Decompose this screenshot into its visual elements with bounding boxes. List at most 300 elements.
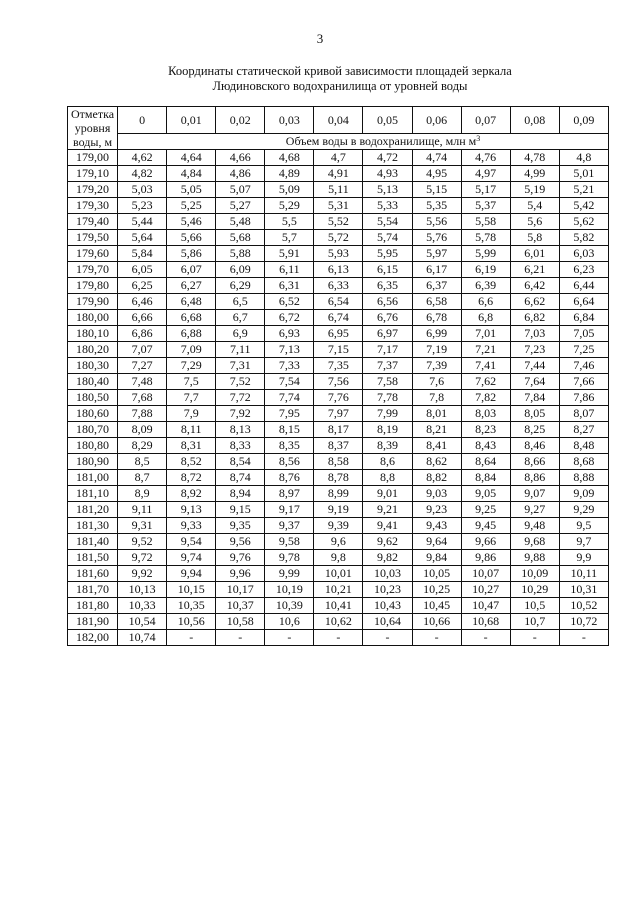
column-header: 0,05 [363, 107, 412, 134]
volume-cell: 4,95 [412, 166, 461, 182]
level-cell: 179,10 [68, 166, 118, 182]
volume-cell: 7,39 [412, 358, 461, 374]
table-row [68, 614, 609, 630]
volume-cell: 8,52 [167, 454, 216, 470]
volume-cell: 6,66 [118, 310, 167, 326]
document-title [0, 64, 640, 94]
volume-cell: 9,5 [559, 518, 608, 534]
volume-cell: 8,31 [167, 438, 216, 454]
volume-cell: 9,92 [118, 566, 167, 582]
level-cell: 181,40 [68, 534, 118, 550]
volume-cell: 9,37 [265, 518, 314, 534]
table-row [68, 230, 609, 246]
volume-cell: - [461, 630, 510, 646]
volume-cell: 7,86 [559, 390, 608, 406]
level-cell: 181,90 [68, 614, 118, 630]
volume-cell: - [363, 630, 412, 646]
level-cell: 181,50 [68, 550, 118, 566]
volume-cell: 7,88 [118, 406, 167, 422]
volume-cell: 6,42 [510, 278, 559, 294]
unit-label [118, 134, 609, 150]
volume-cell: 7,78 [363, 390, 412, 406]
volume-cell: 7,72 [216, 390, 265, 406]
volume-cell: 10,64 [363, 614, 412, 630]
volume-cell: 4,86 [216, 166, 265, 182]
level-cell: 180,10 [68, 326, 118, 342]
volume-cell: 7,11 [216, 342, 265, 358]
table-row [68, 422, 609, 438]
level-cell: 181,60 [68, 566, 118, 582]
volume-cell: 6,7 [216, 310, 265, 326]
volume-cell: 10,62 [314, 614, 363, 630]
volume-cell: - [510, 630, 559, 646]
table-row [68, 214, 609, 230]
volume-cell: 6,46 [118, 294, 167, 310]
volume-cell: 7,68 [118, 390, 167, 406]
volume-cell: 7,09 [167, 342, 216, 358]
level-cell: 181,80 [68, 598, 118, 614]
column-header: 0,01 [167, 107, 216, 134]
volume-cell: 6,86 [118, 326, 167, 342]
volume-cell: 5,78 [461, 230, 510, 246]
volume-cell: 7,48 [118, 374, 167, 390]
volume-cell: 7,46 [559, 358, 608, 374]
volume-cell: 6,78 [412, 310, 461, 326]
volume-cell: 9,01 [363, 486, 412, 502]
volume-cell: 8,66 [510, 454, 559, 470]
volume-cell: 9,58 [265, 534, 314, 550]
table-row [68, 198, 609, 214]
level-cell: 179,60 [68, 246, 118, 262]
volume-cell: 6,03 [559, 246, 608, 262]
volume-cell: 6,6 [461, 294, 510, 310]
level-cell: 180,90 [68, 454, 118, 470]
volume-cell: 8,48 [559, 438, 608, 454]
column-header: 0,09 [559, 107, 608, 134]
volume-cell: 5,21 [559, 182, 608, 198]
volume-cell: 9,23 [412, 502, 461, 518]
volume-cell: 7,8 [412, 390, 461, 406]
volume-cell: 7,62 [461, 374, 510, 390]
page-number: 3 [316, 31, 324, 46]
level-cell: 180,00 [68, 310, 118, 326]
volume-cell: 10,23 [363, 582, 412, 598]
level-cell: 179,50 [68, 230, 118, 246]
table-row [68, 166, 609, 182]
volume-cell: 5,74 [363, 230, 412, 246]
title-line-2: Людиновского водохранилища от уровней воды [212, 79, 468, 93]
table-row [68, 454, 609, 470]
volume-cell: 5,4 [510, 198, 559, 214]
volume-cell: 10,43 [363, 598, 412, 614]
volume-cell: 9,52 [118, 534, 167, 550]
volume-cell: 8,39 [363, 438, 412, 454]
volume-cell: 5,8 [510, 230, 559, 246]
volume-cell: 10,56 [167, 614, 216, 630]
volume-cell: 5,97 [412, 246, 461, 262]
volume-cell: 9,86 [461, 550, 510, 566]
level-header-line-2: уровня [74, 121, 111, 135]
volume-cell: 6,64 [559, 294, 608, 310]
level-cell: 179,40 [68, 214, 118, 230]
volume-cell: 9,21 [363, 502, 412, 518]
volume-cell: 5,7 [265, 230, 314, 246]
volume-cell: 8,25 [510, 422, 559, 438]
volume-cell: 7,23 [510, 342, 559, 358]
volume-cell: 6,39 [461, 278, 510, 294]
volume-cell: 8,94 [216, 486, 265, 502]
volume-cell: 6,88 [167, 326, 216, 342]
volume-cell: 4,62 [118, 150, 167, 166]
volume-cell: 6,37 [412, 278, 461, 294]
volume-cell: 7,99 [363, 406, 412, 422]
volume-cell: 9,8 [314, 550, 363, 566]
volume-cell: 10,09 [510, 566, 559, 582]
volume-cell: 6,25 [118, 278, 167, 294]
volume-cell: 8,78 [314, 470, 363, 486]
volume-cell: 6,9 [216, 326, 265, 342]
volume-cell: 9,7 [559, 534, 608, 550]
volume-cell: 5,42 [559, 198, 608, 214]
volume-cell: 4,7 [314, 150, 363, 166]
volume-cell: 9,78 [265, 550, 314, 566]
volume-cell: 10,5 [510, 598, 559, 614]
volume-cell: 8,35 [265, 438, 314, 454]
volume-cell: 7,7 [167, 390, 216, 406]
volume-cell: 7,15 [314, 342, 363, 358]
volume-cell: 9,56 [216, 534, 265, 550]
volume-cell: 5,5 [265, 214, 314, 230]
volume-cell: 7,17 [363, 342, 412, 358]
volume-cell: 9,11 [118, 502, 167, 518]
volume-cell: 4,78 [510, 150, 559, 166]
table-row [68, 518, 609, 534]
volume-cell: 8,82 [412, 470, 461, 486]
level-cell: 181,70 [68, 582, 118, 598]
volume-cell: 7,6 [412, 374, 461, 390]
volume-cell: 10,29 [510, 582, 559, 598]
table-row [68, 630, 609, 646]
column-header: 0,06 [412, 107, 461, 134]
volume-cell: 7,97 [314, 406, 363, 422]
volume-cell: 7,92 [216, 406, 265, 422]
volume-cell: 5,07 [216, 182, 265, 198]
volume-cell: 6,09 [216, 262, 265, 278]
volume-cell: 10,31 [559, 582, 608, 598]
volume-cell: 8,62 [412, 454, 461, 470]
volume-cell: 4,82 [118, 166, 167, 182]
volume-cell: 6,8 [461, 310, 510, 326]
volume-cell: 5,68 [216, 230, 265, 246]
volume-cell: 7,64 [510, 374, 559, 390]
volume-cell: 7,52 [216, 374, 265, 390]
level-cell: 179,70 [68, 262, 118, 278]
volume-cell: 7,82 [461, 390, 510, 406]
volume-cell: 10,74 [118, 630, 167, 646]
volume-cell: 6,01 [510, 246, 559, 262]
level-cell: 179,90 [68, 294, 118, 310]
volume-cell: 9,33 [167, 518, 216, 534]
volume-cell: 10,41 [314, 598, 363, 614]
volume-cell: 8,92 [167, 486, 216, 502]
table-row [68, 438, 609, 454]
table-row [68, 310, 609, 326]
volume-cell: 5,25 [167, 198, 216, 214]
volume-cell: 4,8 [559, 150, 608, 166]
volume-cell: 7,44 [510, 358, 559, 374]
volume-cell: 9,96 [216, 566, 265, 582]
volume-cell: 6,93 [265, 326, 314, 342]
volume-cell: 8,5 [118, 454, 167, 470]
volume-cell: 5,58 [461, 214, 510, 230]
volume-cell: 6,84 [559, 310, 608, 326]
volume-cell: 6,97 [363, 326, 412, 342]
level-cell: 179,30 [68, 198, 118, 214]
volume-cell: 5,23 [118, 198, 167, 214]
level-cell: 181,20 [68, 502, 118, 518]
volume-cell: 6,35 [363, 278, 412, 294]
level-cell: 180,70 [68, 422, 118, 438]
volume-cell: 8,09 [118, 422, 167, 438]
volume-cell: 5,6 [510, 214, 559, 230]
volume-cell: 8,74 [216, 470, 265, 486]
volume-cell: 7,13 [265, 342, 314, 358]
volume-cell: 7,9 [167, 406, 216, 422]
volume-cell: 9,05 [461, 486, 510, 502]
volume-cell: 8,64 [461, 454, 510, 470]
volume-cell: 6,82 [510, 310, 559, 326]
volume-cell: 6,21 [510, 262, 559, 278]
volume-cell: 7,74 [265, 390, 314, 406]
volume-cell: 5,76 [412, 230, 461, 246]
volume-cell: 10,11 [559, 566, 608, 582]
table-row [68, 182, 609, 198]
volume-cell: 5,05 [167, 182, 216, 198]
volume-cell: 7,76 [314, 390, 363, 406]
volume-cell: 6,05 [118, 262, 167, 278]
volume-cell: 9,27 [510, 502, 559, 518]
volume-cell: 9,72 [118, 550, 167, 566]
volume-cell: 8,37 [314, 438, 363, 454]
volume-cell: 4,72 [363, 150, 412, 166]
column-header: 0 [118, 107, 167, 134]
volume-cell: 8,15 [265, 422, 314, 438]
table-row [68, 406, 609, 422]
level-cell: 180,20 [68, 342, 118, 358]
volume-cell: 4,89 [265, 166, 314, 182]
table-row [68, 486, 609, 502]
volume-cell: 8,19 [363, 422, 412, 438]
volume-cell: 10,25 [412, 582, 461, 598]
volume-cell: 6,48 [167, 294, 216, 310]
volume-cell: 6,76 [363, 310, 412, 326]
level-header [68, 107, 118, 150]
volume-cell: 6,15 [363, 262, 412, 278]
volume-cell: 10,05 [412, 566, 461, 582]
volume-cell: 10,03 [363, 566, 412, 582]
volume-cell: 9,68 [510, 534, 559, 550]
volume-cell: 9,03 [412, 486, 461, 502]
volume-cell: 5,35 [412, 198, 461, 214]
volume-cell: 7,33 [265, 358, 314, 374]
volume-cell: 9,07 [510, 486, 559, 502]
volume-cell: - [412, 630, 461, 646]
volume-cell: 9,64 [412, 534, 461, 550]
column-header: 0,03 [265, 107, 314, 134]
volume-cell: 10,27 [461, 582, 510, 598]
column-header: 0,07 [461, 107, 510, 134]
volume-cell: 6,58 [412, 294, 461, 310]
volume-cell: 8,21 [412, 422, 461, 438]
volume-cell: - [216, 630, 265, 646]
volume-cell: 7,37 [363, 358, 412, 374]
volume-cell: - [167, 630, 216, 646]
volume-cell: 8,33 [216, 438, 265, 454]
volume-cell: 5,62 [559, 214, 608, 230]
volume-cell: 10,66 [412, 614, 461, 630]
level-cell: 182,00 [68, 630, 118, 646]
volume-cell: 9,13 [167, 502, 216, 518]
volume-cell: 8,01 [412, 406, 461, 422]
volume-cell: 9,43 [412, 518, 461, 534]
volume-cell: 4,99 [510, 166, 559, 182]
volume-cell: 4,93 [363, 166, 412, 182]
volume-cell: 4,91 [314, 166, 363, 182]
volume-cell: 8,9 [118, 486, 167, 502]
volume-cell: 5,31 [314, 198, 363, 214]
volume-cell: 9,29 [559, 502, 608, 518]
volume-cell: 6,5 [216, 294, 265, 310]
volume-cell: 5,91 [265, 246, 314, 262]
table-row [68, 374, 609, 390]
volume-cell: 8,03 [461, 406, 510, 422]
volume-cell: 8,8 [363, 470, 412, 486]
volume-cell: 7,03 [510, 326, 559, 342]
level-cell: 180,40 [68, 374, 118, 390]
volume-cell: 10,68 [461, 614, 510, 630]
volume-cell: 8,76 [265, 470, 314, 486]
volume-cell: 10,7 [510, 614, 559, 630]
volume-cell: 8,54 [216, 454, 265, 470]
volume-cell: 5,86 [167, 246, 216, 262]
volume-cell: 10,13 [118, 582, 167, 598]
level-cell: 180,30 [68, 358, 118, 374]
volume-cell: 8,05 [510, 406, 559, 422]
volume-cell: 7,25 [559, 342, 608, 358]
volume-cell: 6,72 [265, 310, 314, 326]
volume-cell: 6,33 [314, 278, 363, 294]
volume-cell: 7,21 [461, 342, 510, 358]
level-cell: 180,60 [68, 406, 118, 422]
volume-cell: 6,99 [412, 326, 461, 342]
volume-cell: 4,68 [265, 150, 314, 166]
volume-cell: 9,09 [559, 486, 608, 502]
volume-cell: 10,52 [559, 598, 608, 614]
volume-cell: 9,41 [363, 518, 412, 534]
volume-cell: 10,33 [118, 598, 167, 614]
volume-cell: 5,17 [461, 182, 510, 198]
volume-cell: 8,86 [510, 470, 559, 486]
volume-cell: 8,56 [265, 454, 314, 470]
volume-cell: 8,97 [265, 486, 314, 502]
volume-cell: 6,95 [314, 326, 363, 342]
volume-cell: 8,88 [559, 470, 608, 486]
volume-cell: 8,27 [559, 422, 608, 438]
volume-cell: 8,99 [314, 486, 363, 502]
volume-cell: 6,56 [363, 294, 412, 310]
volume-cell: 8,46 [510, 438, 559, 454]
table-row [68, 294, 609, 310]
volume-cell: 8,68 [559, 454, 608, 470]
volume-cell: 5,37 [461, 198, 510, 214]
volume-cell: 10,58 [216, 614, 265, 630]
volume-cell: 9,82 [363, 550, 412, 566]
volume-cell: 9,66 [461, 534, 510, 550]
volume-cell: 10,6 [265, 614, 314, 630]
header-row [68, 107, 609, 134]
table-row [68, 598, 609, 614]
volume-cell: 8,7 [118, 470, 167, 486]
volume-cell: 6,13 [314, 262, 363, 278]
volume-cell: 5,95 [363, 246, 412, 262]
volume-cell: 7,35 [314, 358, 363, 374]
column-header: 0,08 [510, 107, 559, 134]
volume-cell: 5,19 [510, 182, 559, 198]
table-body [68, 150, 609, 646]
volume-cell: 5,54 [363, 214, 412, 230]
volume-cell: 7,5 [167, 374, 216, 390]
volume-cell: 9,48 [510, 518, 559, 534]
volume-cell: 9,6 [314, 534, 363, 550]
table-row [68, 278, 609, 294]
volume-cell: 7,19 [412, 342, 461, 358]
table-row [68, 550, 609, 566]
table-row [68, 534, 609, 550]
volume-cell: 7,29 [167, 358, 216, 374]
volume-cell: 4,76 [461, 150, 510, 166]
volume-cell: 7,58 [363, 374, 412, 390]
level-cell: 180,50 [68, 390, 118, 406]
volume-cell: 9,54 [167, 534, 216, 550]
column-header: 0,02 [216, 107, 265, 134]
volume-cell: 5,56 [412, 214, 461, 230]
volume-cell: 8,29 [118, 438, 167, 454]
volume-cell: 9,84 [412, 550, 461, 566]
volume-cell: 9,35 [216, 518, 265, 534]
volume-cell: 6,54 [314, 294, 363, 310]
volume-cell: 8,13 [216, 422, 265, 438]
volume-cell: 4,74 [412, 150, 461, 166]
table-row [68, 566, 609, 582]
volume-cell: 10,54 [118, 614, 167, 630]
volume-cell: 8,58 [314, 454, 363, 470]
volume-cell: 5,52 [314, 214, 363, 230]
volume-cell: 6,68 [167, 310, 216, 326]
volume-cell: 7,07 [118, 342, 167, 358]
unit-label-text: Объем воды в водохранилище, млн м [285, 134, 477, 148]
volume-cell: 4,66 [216, 150, 265, 166]
volume-cell: 5,15 [412, 182, 461, 198]
volume-cell: 7,66 [559, 374, 608, 390]
level-cell: 181,00 [68, 470, 118, 486]
volume-cell: 6,62 [510, 294, 559, 310]
volume-cell: 9,17 [265, 502, 314, 518]
volume-cell: 9,74 [167, 550, 216, 566]
volume-cell: 8,43 [461, 438, 510, 454]
volume-cell: 10,37 [216, 598, 265, 614]
volume-cell: 5,01 [559, 166, 608, 182]
level-cell: 181,10 [68, 486, 118, 502]
